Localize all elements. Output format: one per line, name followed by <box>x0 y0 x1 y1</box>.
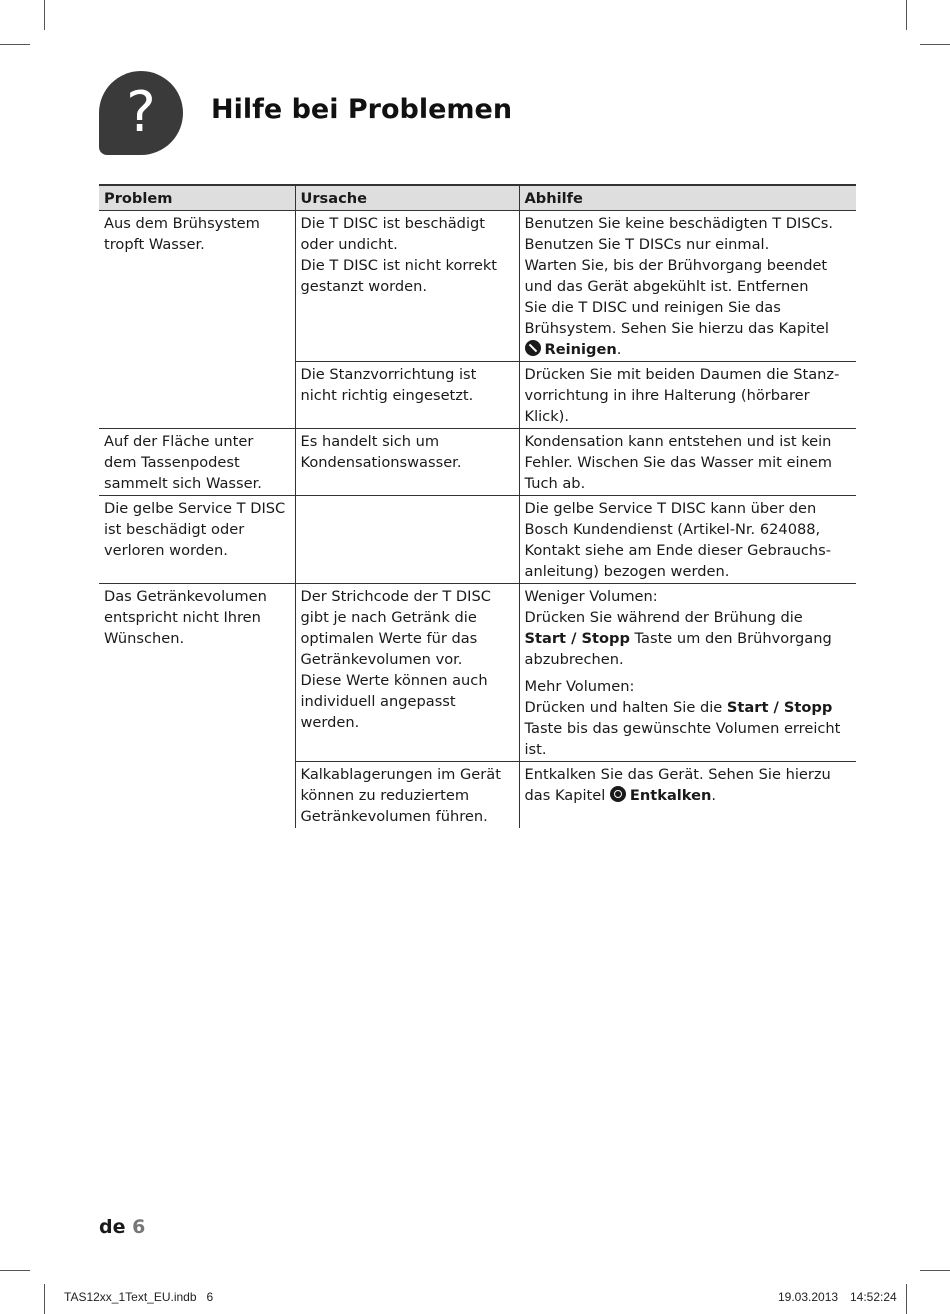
text-line: Drücken Sie mit beiden Daumen die Stanz- <box>524 366 840 383</box>
punctuation: . <box>616 341 622 358</box>
text-line: Drücken Sie während der Brühung die <box>524 609 803 626</box>
text-line: nicht richtig eingesetzt. <box>300 387 474 404</box>
text-line: gestanzt worden. <box>300 278 428 295</box>
text-line: entspricht nicht Ihren <box>104 609 261 626</box>
text-line: vorrichtung in ihre Halterung (hörbarer <box>524 387 810 404</box>
table-row <box>99 584 856 762</box>
header-problem: Problem <box>99 185 295 211</box>
crop-mark <box>44 1284 45 1314</box>
text-fragment: Taste um den Brühvorgang <box>629 630 832 647</box>
text-line: Kondensation kann entstehen und ist kein <box>524 433 832 450</box>
text-line: Warten Sie, bis der Brühvorgang beendet <box>524 257 828 274</box>
text-line: Der Strichcode der T DISC <box>300 588 491 605</box>
text-line: ist. <box>524 741 547 758</box>
crop-mark <box>906 0 907 30</box>
crop-mark <box>0 1270 30 1271</box>
more-volume-heading: Mehr Volumen: <box>524 678 635 695</box>
text-line <box>525 785 852 806</box>
text-line: dem Tassenpodest <box>104 454 240 471</box>
problem-cell <box>99 584 295 829</box>
table-row <box>99 211 856 362</box>
text-line: tropft Wasser. <box>104 236 205 253</box>
text-line: Diese Werte können auch <box>300 672 488 689</box>
crop-mark <box>0 44 30 45</box>
footer-date: 19.03.2013 <box>778 1290 839 1304</box>
text-line: Es handelt sich um <box>300 433 440 450</box>
chapter-link-entkalken[interactable]: Entkalken <box>629 787 712 804</box>
cleaning-icon <box>525 340 541 356</box>
text-line: Das Getränkevolumen <box>104 588 267 605</box>
text-line: Wünschen. <box>104 630 185 647</box>
cause-cell <box>295 211 519 362</box>
text-line: abzubrechen. <box>524 651 624 668</box>
crop-mark <box>906 1284 907 1314</box>
crop-mark <box>920 44 950 45</box>
text-line: oder undicht. <box>300 236 398 253</box>
cause-cell <box>295 584 519 762</box>
header-remedy: Abhilfe <box>519 185 856 211</box>
text-line: Aus dem Brühsystem <box>104 215 260 232</box>
remedy-cell <box>519 496 856 584</box>
chapter-link-reinigen[interactable]: Reinigen <box>544 341 617 358</box>
remedy-cell <box>519 429 856 496</box>
text-line: Benutzen Sie keine beschädigten T DISCs. <box>524 215 834 232</box>
less-volume-heading: Weniger Volumen: <box>524 588 658 605</box>
cause-cell-empty <box>295 496 519 584</box>
text-line <box>525 339 852 360</box>
text-line: Getränkevolumen führen. <box>300 808 488 825</box>
text-line: Tuch ab. <box>524 475 586 492</box>
cause-cell <box>295 429 519 496</box>
text-line: gibt je nach Getränk die <box>300 609 477 626</box>
crop-mark <box>920 1270 950 1271</box>
text-line: Kontakt siehe am Ende dieser Gebrauchs- <box>524 542 832 559</box>
table-header-row <box>99 185 856 211</box>
text-line: Brühsystem. Sehen Sie hierzu das Kapitel <box>524 320 829 337</box>
text-line: Klick). <box>524 408 569 425</box>
text-line: Benutzen Sie T DISCs nur einmal. <box>524 236 770 253</box>
question-mark-icon <box>99 71 183 155</box>
page-number-value: 6 <box>132 1216 146 1238</box>
remedy-cell <box>519 362 856 429</box>
text-line: Sie die T DISC und reinigen Sie das <box>524 299 781 316</box>
page-number <box>99 1216 145 1238</box>
table-row <box>99 496 856 584</box>
text-line: Die gelbe Service T DISC <box>104 500 286 517</box>
text-line: optimalen Werte für das <box>300 630 478 647</box>
troubleshooting-table <box>99 184 856 828</box>
text-line: individuell angepasst <box>300 693 456 710</box>
text-line: Kondensationswasser. <box>300 454 462 471</box>
remedy-cell <box>519 762 856 829</box>
header-cause: Ursache <box>295 185 519 211</box>
problem-cell <box>99 496 295 584</box>
crop-mark <box>44 0 45 30</box>
text-line <box>525 697 852 718</box>
start-stop-key: Start / Stopp <box>524 630 630 647</box>
descale-icon <box>610 786 626 802</box>
text-line: anleitung) bezogen werden. <box>524 563 730 580</box>
question-mark-glyph: ? <box>126 80 156 145</box>
table-row <box>99 429 856 496</box>
text-line: ist beschädigt oder <box>104 521 245 538</box>
remedy-cell <box>519 584 856 762</box>
problem-cell <box>99 211 295 429</box>
page-title: Hilfe bei Problemen <box>211 94 513 125</box>
text-line: Auf der Fläche unter <box>104 433 254 450</box>
text-line <box>525 628 852 649</box>
problem-cell <box>99 429 295 496</box>
punctuation: . <box>711 787 717 804</box>
page-language: de <box>99 1216 126 1238</box>
text-line: Kalkablagerungen im Gerät <box>300 766 501 783</box>
text-line: Fehler. Wischen Sie das Wasser mit einem <box>524 454 832 471</box>
text-line: können zu reduziertem <box>300 787 470 804</box>
start-stop-key: Start / Stopp <box>726 699 833 716</box>
text-line: Die gelbe Service T DISC kann über den <box>524 500 817 517</box>
footer-filename: TAS12xx_1Text_EU.indb 6 <box>64 1290 214 1304</box>
text-line: Bosch Kundendienst (Artikel-Nr. 624088, <box>524 521 821 538</box>
text-fragment: Drücken und halten Sie die <box>524 699 727 716</box>
text-line: Die T DISC ist nicht korrekt <box>300 257 497 274</box>
cause-cell <box>295 362 519 429</box>
text-line: Entkalken Sie das Gerät. Sehen Sie hierzu <box>524 766 831 783</box>
text-line: Die Stanzvorrichtung ist <box>300 366 477 383</box>
remedy-cell <box>519 211 856 362</box>
text-fragment: das Kapitel <box>524 787 610 804</box>
text-line: verloren worden. <box>104 542 228 559</box>
text-line: Taste bis das gewünschte Volumen erreicht <box>524 720 841 737</box>
cause-cell <box>295 762 519 829</box>
text-line: Die T DISC ist beschädigt <box>300 215 485 232</box>
text-line: sammelt sich Wasser. <box>104 475 262 492</box>
text-line: Getränkevolumen vor. <box>300 651 463 668</box>
text-line: und das Gerät abgekühlt ist. Entfernen <box>524 278 809 295</box>
footer-time: 14:52:24 <box>850 1290 897 1304</box>
text-line: werden. <box>300 714 360 731</box>
